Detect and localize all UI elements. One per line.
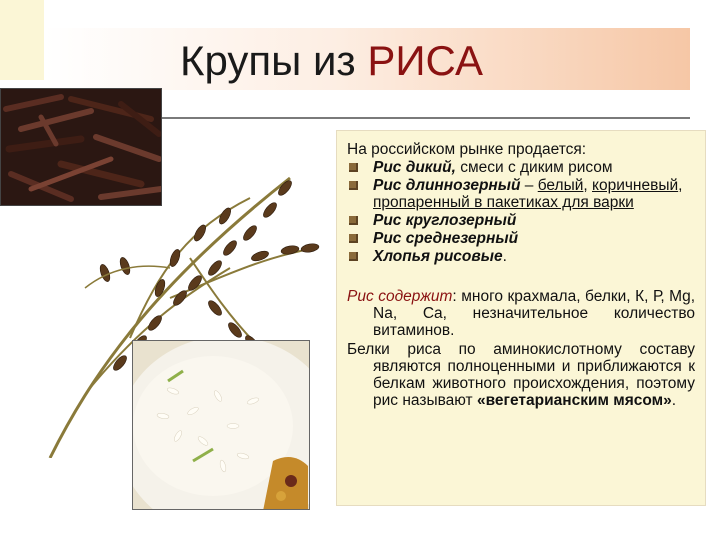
list-item (347, 159, 695, 176)
content-panel (336, 130, 706, 506)
left-accent-strip (0, 0, 44, 80)
intro-text: На российском рынке продается: (347, 141, 587, 158)
title-prefix: Крупы из (180, 37, 368, 84)
list-item (347, 230, 695, 247)
composition-label: Рис содержит (347, 288, 453, 305)
link-white[interactable]: белый (537, 177, 584, 194)
link-parboiled[interactable]: пропаренный в пакетиках для варки (373, 194, 634, 211)
bullet-rest: – (520, 177, 538, 194)
cooked-rice-photo (132, 340, 310, 510)
vegetarian-meat-highlight: «вегетарианским мясом» (476, 392, 672, 409)
bullet-bold: Рис круглозерный (373, 212, 517, 229)
composition-paragraph (347, 288, 695, 339)
list-item (347, 212, 695, 229)
bullet-bold: Рис дикий, (373, 159, 456, 176)
square-bullet-icon (349, 252, 358, 261)
slide-title (180, 36, 483, 86)
square-bullet-icon (349, 234, 358, 243)
composition-text: : много крахмала, белки, К, Р, Mg, Na, Ca, незначительное количество витаминов. (373, 288, 695, 339)
bullet-bold: Рис длиннозерный (373, 177, 521, 194)
list-item (347, 248, 695, 265)
bullet-bold: Хлопья рисовые (373, 248, 503, 265)
spacer (347, 266, 695, 288)
bullet-bold: Рис среднезерный (373, 230, 519, 247)
link-brown[interactable]: коричневый (592, 177, 679, 194)
list-item: Рис длиннозерный – белый, коричневый, пропаренный в пакетиках для варки (347, 177, 695, 211)
protein-paragraph (347, 341, 695, 409)
bullet-rest: смеси с диким рисом (455, 159, 613, 176)
square-bullet-icon (349, 181, 358, 190)
square-bullet-icon (349, 163, 358, 172)
protein-text: Белки риса по аминокислотному составу являются полноценными и приближаются к белкам животного происхождения, поэтому рис называют (347, 341, 695, 409)
rice-types-list (347, 159, 695, 265)
square-bullet-icon (349, 216, 358, 225)
protein-end: . (671, 392, 677, 409)
bullet-rest: . (502, 248, 507, 265)
title-accent: РИСА (367, 37, 483, 84)
